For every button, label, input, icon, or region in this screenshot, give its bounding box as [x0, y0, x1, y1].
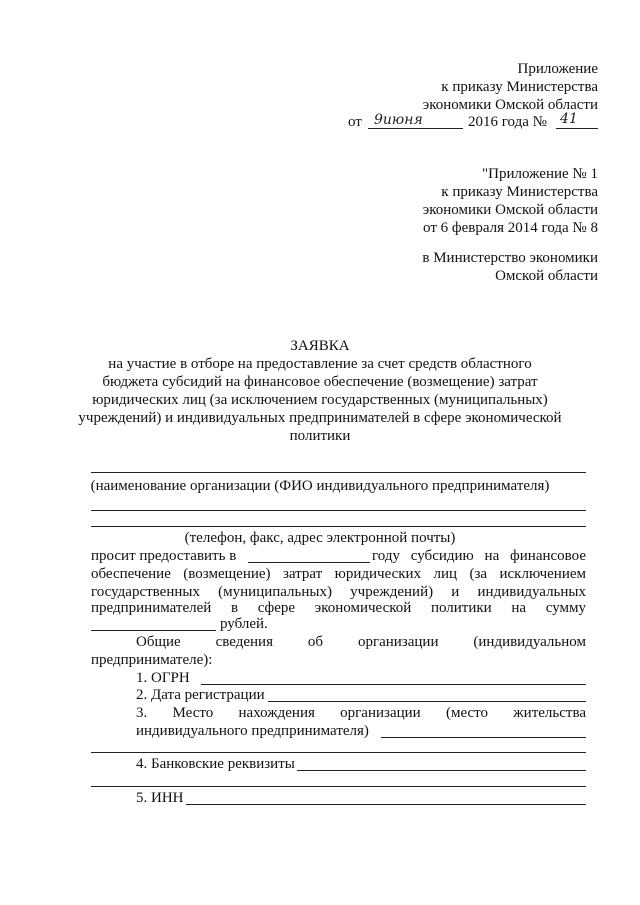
- body-line-6: Общие сведения об организации (индивидуальном: [136, 634, 586, 650]
- appendix-date-handwritten: 9июня: [374, 112, 423, 128]
- appendix-title: Приложение: [517, 61, 598, 77]
- recipient-line-1: в Министерство экономики: [422, 250, 598, 266]
- field-location-line-2: [91, 752, 586, 753]
- appendix-number-line: [556, 128, 598, 129]
- org-name-line: [91, 472, 586, 473]
- body-line-3: государственных (муниципальных) учреждений) и индивидуальных: [91, 584, 586, 600]
- contacts-caption: (телефон, факс, адрес электронной почты): [184, 530, 456, 546]
- appendix2-ministry-line: экономики Омской области: [422, 202, 598, 218]
- title-line-5: политики: [289, 428, 351, 444]
- recipient-line-2: Омской области: [495, 268, 598, 284]
- body-line-5: рублей.: [220, 616, 268, 632]
- field-reg-date-label: 2. Дата регистрации: [136, 687, 265, 703]
- org-extra-line-1: [91, 510, 586, 511]
- title-line-2: бюджета субсидий на финансовое обеспечение (возмещение) затрат: [102, 374, 538, 390]
- year-line: [248, 562, 370, 563]
- field-bank-line-2: [91, 786, 586, 787]
- body-line-1b: году субсидию на финансовое: [372, 548, 586, 564]
- appendix-date-prefix: от: [348, 114, 362, 130]
- appendix-ministry-line: экономики Омской области: [422, 97, 598, 113]
- title-line-3: юридических лиц (за исключением государственных (муниципальных): [92, 392, 548, 408]
- body-line-7: предпринимателе):: [91, 652, 213, 668]
- field-bank-label: 4. Банковские реквизиты: [136, 756, 295, 772]
- field-location-line-1: [381, 737, 586, 738]
- appendix2-date-line: от 6 февраля 2014 года № 8: [423, 220, 598, 236]
- field-location-label-1: 3. Место нахождения организации (место жительства: [136, 705, 586, 721]
- body-line-1a: просит предоставить в: [91, 548, 237, 564]
- appendix-date-suffix: 2016 года №: [468, 114, 547, 130]
- body-line-2: обеспечение (возмещение) затрат юридических лиц (за исключением: [91, 566, 586, 582]
- field-ogrn-label: 1. ОГРН: [136, 670, 190, 686]
- appendix2-order-line: к приказу Министерства: [441, 184, 598, 200]
- body-line-4: предпринимателей в сфере экономической политики на сумму: [91, 600, 586, 616]
- appendix-order-line: к приказу Министерства: [441, 79, 598, 95]
- appendix-number-handwritten: 41: [560, 111, 578, 127]
- document-heading: ЗАЯВКА: [290, 338, 350, 354]
- field-bank-line-1: [297, 770, 586, 771]
- org-extra-line-2: [91, 526, 586, 527]
- appendix2-title: "Приложение № 1: [482, 166, 598, 182]
- field-inn-line: [186, 804, 586, 805]
- title-line-1: на участие в отборе на предоставление за счет средств областного: [108, 356, 532, 372]
- field-inn-label: 5. ИНН: [136, 790, 184, 806]
- field-ogrn-line: [201, 684, 586, 685]
- amount-line: [91, 630, 216, 631]
- title-line-4: учреждений) и индивидуальных предпринимателей в сфере экономической: [78, 410, 562, 426]
- field-location-label-2: индивидуального предпринимателя): [136, 723, 369, 739]
- field-reg-date-line: [268, 701, 586, 702]
- org-name-caption: (наименование организации (ФИО индивидуального предпринимателя): [90, 478, 550, 494]
